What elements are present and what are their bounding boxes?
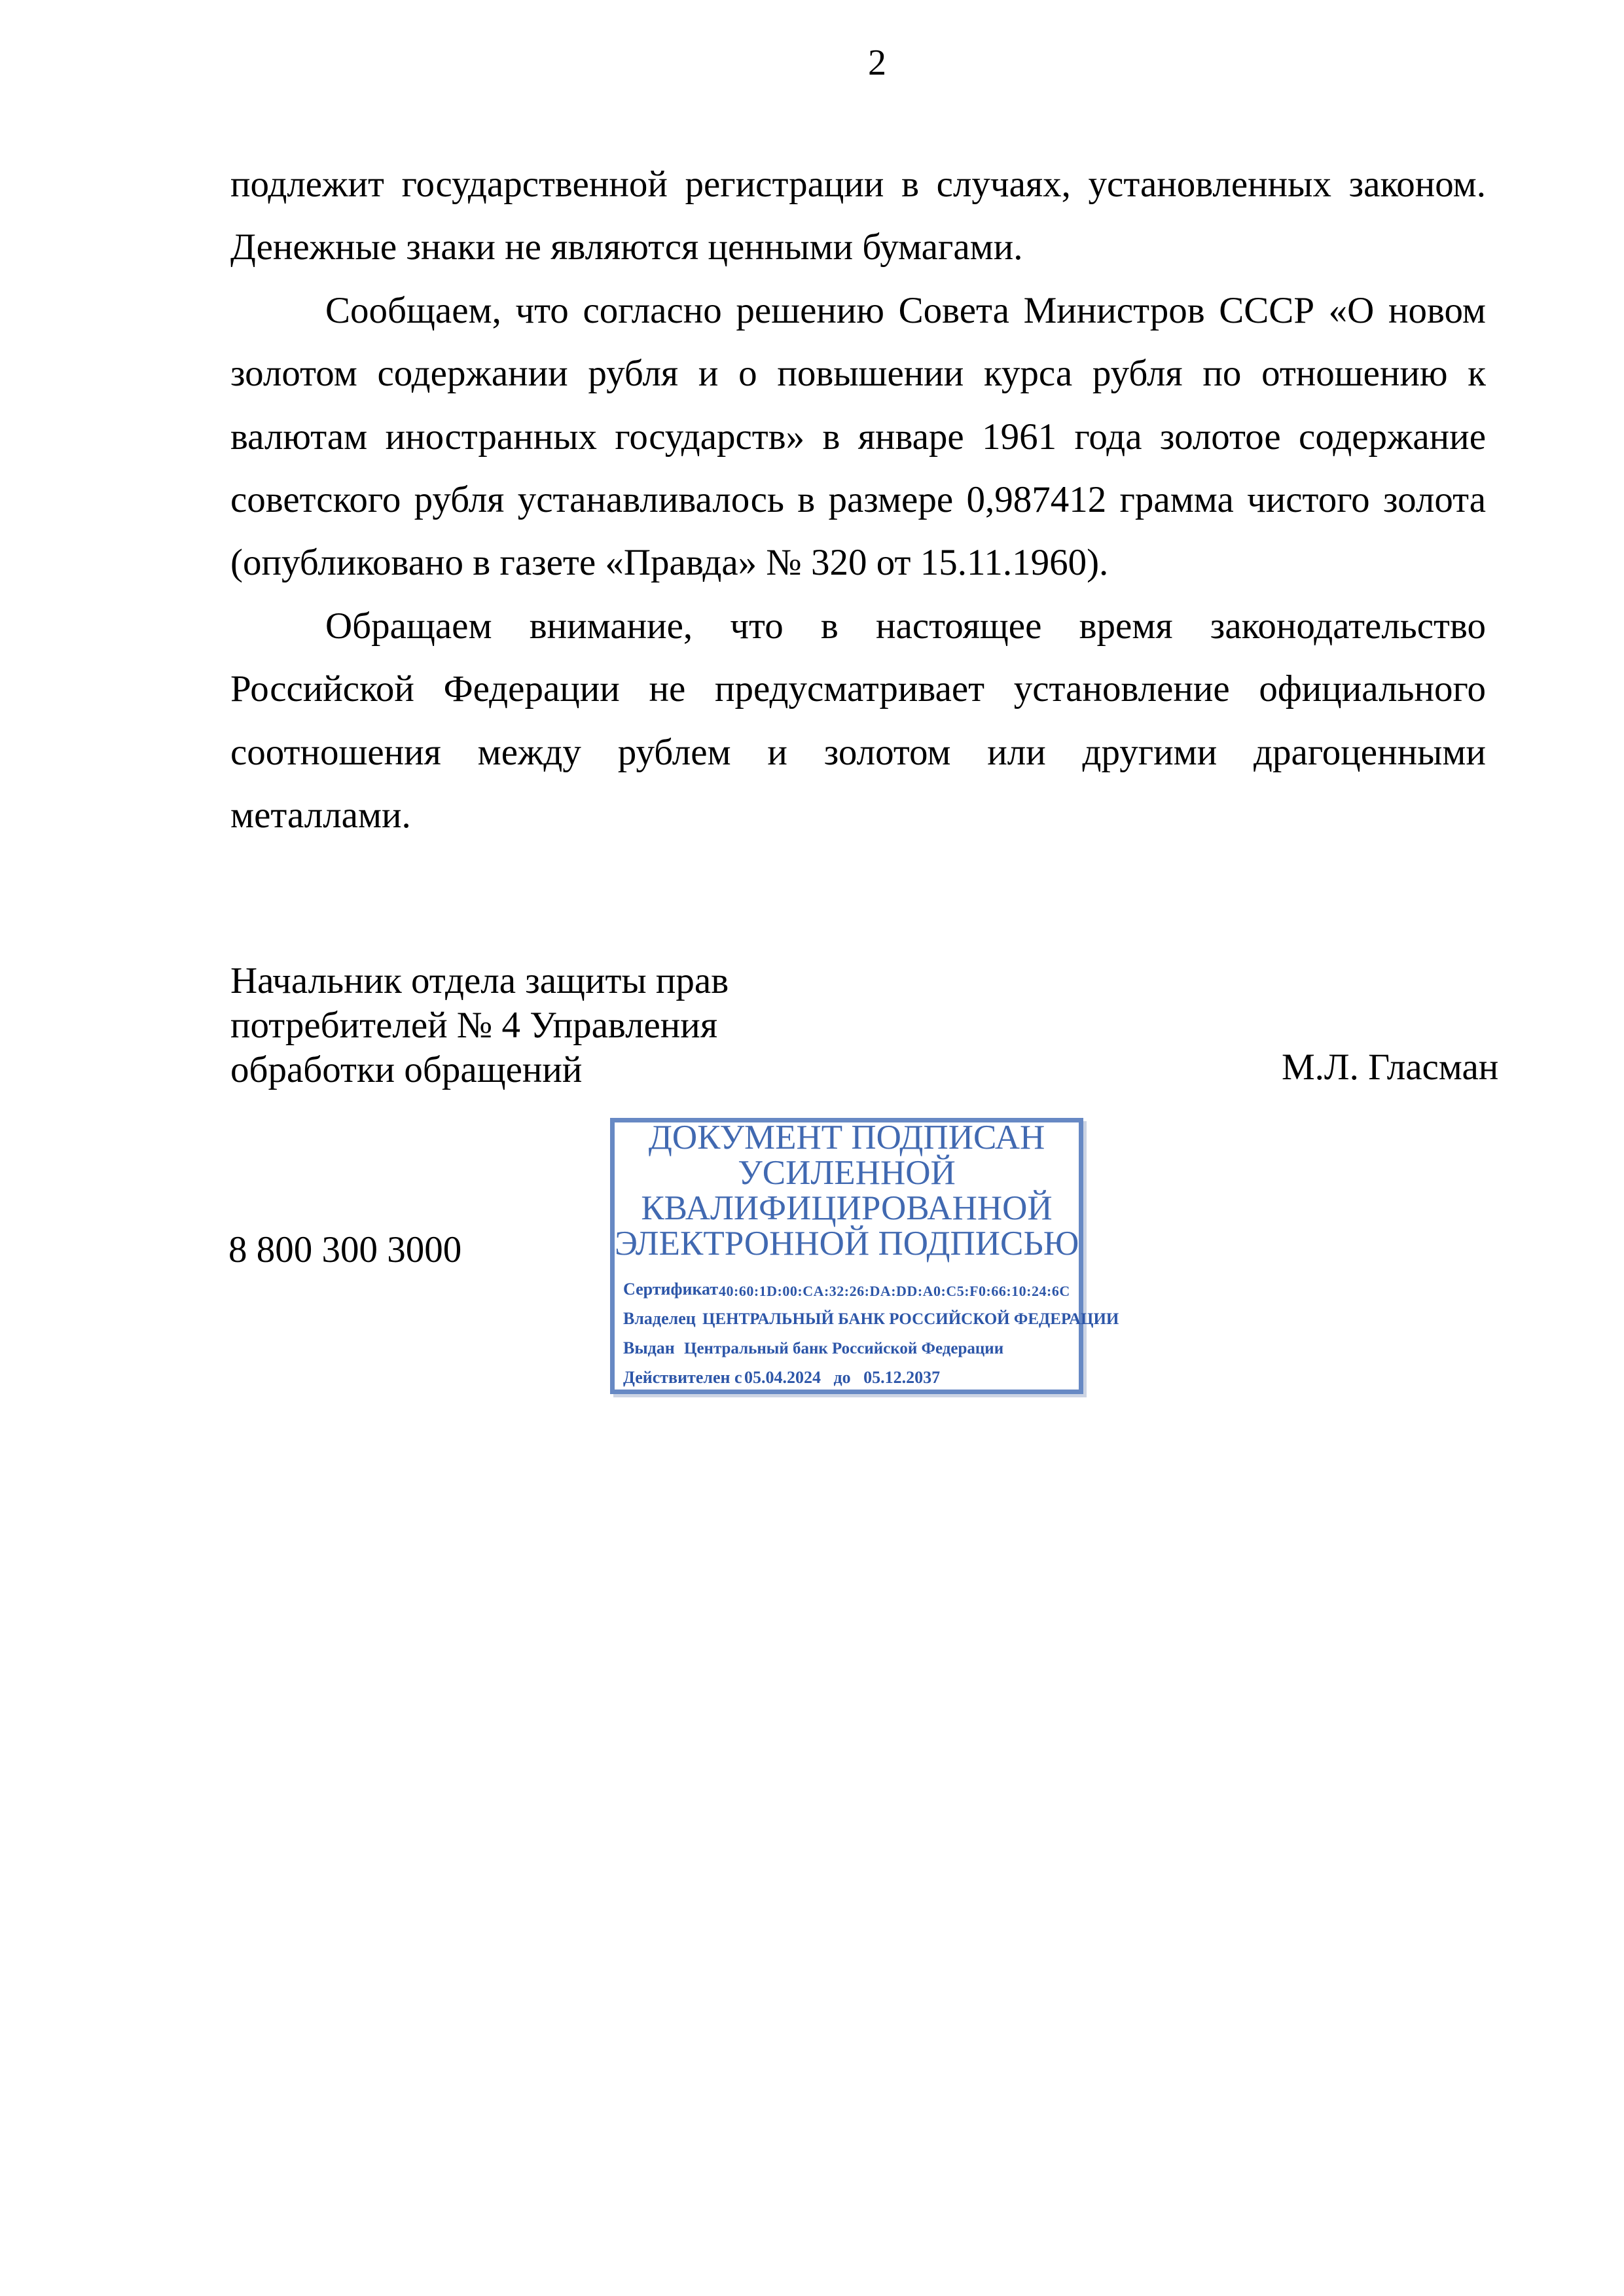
stamp-certificate-value: 40:60:1D:00:CA:32:26:DA:DD:A0:C5:F0:66:10:24:6C — [719, 1283, 1070, 1299]
stamp-validity-row — [623, 1367, 941, 1389]
stamp-title-line: ДОКУМЕНТ ПОДПИСАН — [648, 1119, 1045, 1157]
digital-signature-stamp — [610, 1118, 1119, 1394]
body-line: Российской Федерации не предусматривает установление официального — [230, 668, 1486, 710]
body-line: советского рубля устанавливалось в размере 0,987412 грамма чистого золота — [230, 479, 1486, 521]
body-text — [230, 153, 1486, 847]
phone-number: 8 800 300 3000 — [228, 1229, 462, 1270]
stamp-title-line: КВАЛИФИЦИРОВАННОЙ — [641, 1189, 1053, 1227]
body-line: соотношения между рублем и золотом или другими драгоценными — [230, 731, 1486, 773]
stamp-validity-label: Действителен с — [623, 1368, 742, 1387]
stamp-issuer-value: Центральный банк Российской Федерации — [684, 1340, 1004, 1357]
stamp-certificate-row — [623, 1278, 1070, 1300]
body-line: металлами. — [230, 795, 411, 836]
body-line: Сообщаем, что согласно решению Совета Министров СССР «О новом — [325, 289, 1486, 331]
body-line: золотом содержании рубля и о повышении курса рубля по отношению к — [230, 353, 1486, 395]
stamp-title — [615, 1120, 1079, 1261]
body-line: подлежит государственной регистрации в случаях, установленных законом. — [230, 164, 1486, 205]
body-line: валютам иностранных государств» в январе 1961 года золотое содержание — [230, 416, 1486, 457]
signatory-name: М.Л. Гласман — [1282, 1047, 1499, 1088]
page-number: 2 — [868, 43, 886, 83]
body-line: Денежные знаки не являются ценными бумагами. — [230, 226, 1023, 268]
stamp-title-line: ЭЛЕКТРОННОЙ ПОДПИСЬЮ — [615, 1225, 1079, 1263]
stamp-issuer-label: Выдан — [623, 1338, 675, 1357]
body-line: (опубликовано в газете «Правда» № 320 от 15.11.1960). — [230, 542, 1109, 584]
stamp-issuer-row — [623, 1337, 1004, 1359]
stamp-certificate-label: Сертификат — [623, 1280, 719, 1299]
signature-title-line: Начальник отдела защиты прав — [230, 960, 729, 1001]
body-line: Обращаем внимание, что в настоящее время законодательство — [325, 605, 1486, 647]
signature-title-line: обработки обращений — [230, 1049, 583, 1090]
signature-title-line: потребителей № 4 Управления — [230, 1005, 718, 1046]
stamp-title-line: УСИЛЕННОЙ — [738, 1154, 956, 1192]
stamp-owner-row — [623, 1308, 1119, 1330]
stamp-owner-value: ЦЕНТРАЛЬНЫЙ БАНК РОССИЙСКОЙ ФЕДЕРАЦИИ — [702, 1310, 1119, 1328]
stamp-owner-label: Владелец — [623, 1309, 696, 1328]
signature-title — [230, 959, 950, 1092]
stamp-validity-value: 05.04.2024 до 05.12.2037 — [744, 1368, 941, 1387]
